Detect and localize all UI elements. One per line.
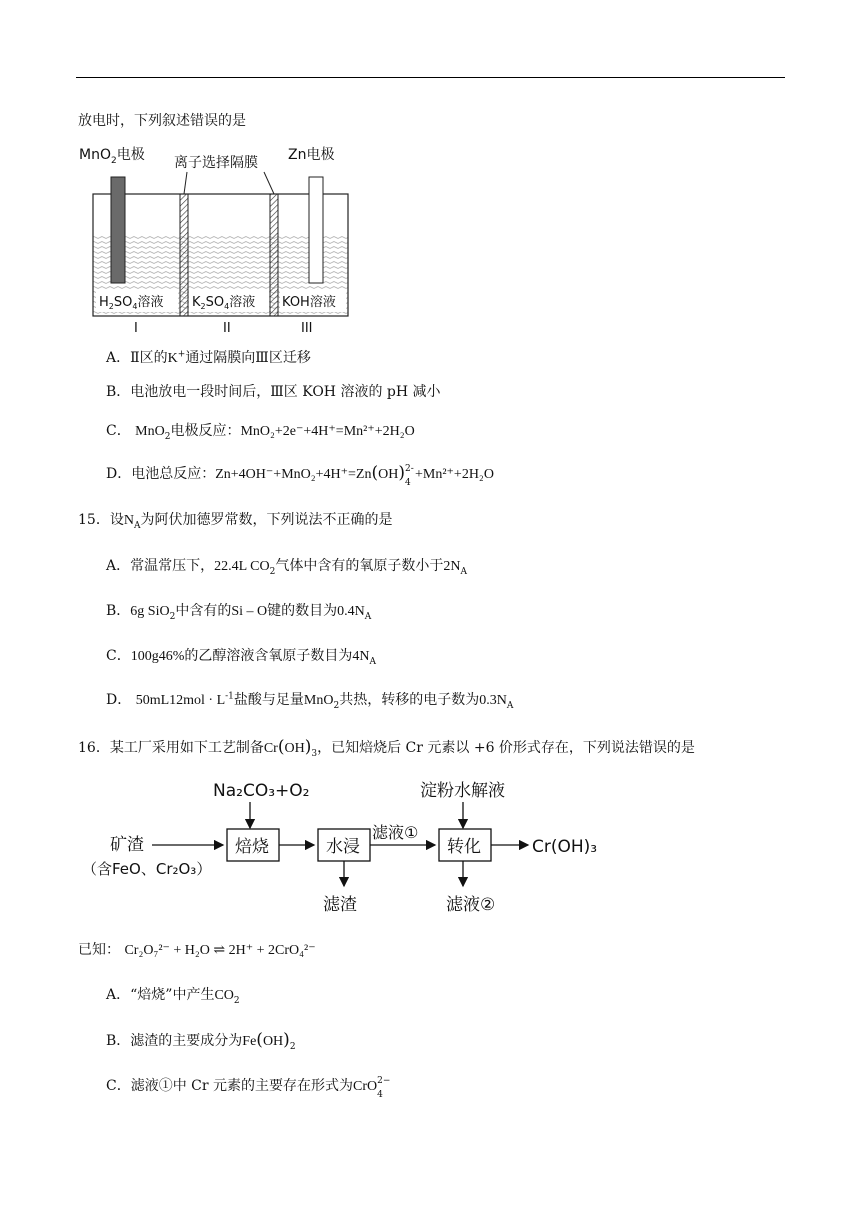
q14-option-b: B．电池放电一段时间后，Ⅲ区 KOH 溶液的 pH 减小 [106, 384, 441, 400]
box-roasting-label: 焙烧 [235, 837, 269, 857]
q15-option-c: C．100g46%的乙醇溶液含氧原子数目为$4N_A$ [106, 648, 377, 667]
header-rule [76, 77, 785, 78]
zone-3-label: III [301, 321, 313, 336]
q14-option-d: D．电池总反应：Zn+4OH⁻+MnO₂+4H⁺=Zn(OH) 2- 4 +Mn²⁺+2H₂O [106, 463, 494, 488]
q15-option-a: A．常温常压下，22.4L $CO_2$气体中含有的氧原子数小于$2N_A$ [106, 558, 467, 577]
membrane-label: 离子选择隔膜 [174, 155, 258, 171]
filtrate-1-label: 滤液① [372, 823, 419, 842]
box-conversion-label: 转化 [447, 837, 481, 857]
mno2-electrode [111, 177, 125, 283]
q14-option-a: A．Ⅱ区的K+通过隔膜向Ⅲ区迁移 [106, 349, 311, 366]
sol3-label: KOH溶液 [282, 295, 336, 310]
process-flow-diagram [80, 768, 620, 920]
q15-option-d: D． $50mL12mol \cdot L^{-1}$盐酸与足量MnO$_2$共热，转移的电子数为$0.3N_A$ [106, 691, 514, 711]
zone-1-label: I [134, 321, 138, 336]
residue-label: 滤渣 [323, 895, 357, 915]
box-water-leach-label: 水浸 [326, 837, 360, 857]
zone-2-label: II [223, 321, 231, 336]
product-label: Cr(OH)₃ [532, 837, 598, 857]
q16-known: 已知： Cr₂O₇²⁻ + H₂O ⇌ 2H⁺ + 2CrO₄²⁻ [78, 942, 316, 958]
zn-electrode-label: Zn电极 [288, 147, 335, 163]
input-ore-residue: 矿渣 [110, 835, 144, 855]
membrane-pointer-left [184, 172, 187, 194]
filtrate-2-label: 滤液② [446, 895, 496, 915]
membrane-right [270, 194, 278, 316]
membrane-left [180, 194, 188, 316]
reagent-starch-hydrolysate: 淀粉水解液 [420, 781, 505, 801]
sol2-label: $K_2SO_4$溶液 [192, 295, 256, 311]
reagent-na2co3: Na₂CO₃+O₂ [213, 781, 310, 801]
q16-option-a: A．“焙烧”中产生$CO_2$ [106, 987, 240, 1006]
sol1-label: $H_2SO_4$溶液 [99, 295, 164, 311]
zn-electrode [309, 177, 323, 283]
q16-option-c: C．滤液①中 Cr 元素的主要存在形式为CrO 2− 4 [106, 1076, 391, 1100]
q15-option-b: B．6g SiO$_2$中含有的Si – O键的数目为$0.4N_A$ [106, 603, 372, 622]
membrane-pointer-right [264, 172, 274, 194]
q14-option-c: C． MnO$_2$电极反应：MnO₂+2e⁻+4H⁺=Mn²⁺+2H₂O [106, 423, 415, 442]
mno2-electrode-label: MnO$_2$电极 [79, 147, 145, 166]
q16-stem: 16．某工厂采用如下工艺制备$Cr(OH)_3$，已知焙烧后 Cr 元素以 +6 价形式存在，下列说法错误的是 [78, 737, 695, 759]
battery-diagram [76, 140, 366, 340]
q15-stem: 15．设$N_A$为阿伏加德罗常数，下列说法不正确的是 [78, 512, 393, 531]
q16-option-b: B．滤渣的主要成分为$Fe(OH)_2$ [106, 1030, 296, 1052]
input-composition: （含FeO、Cr₂O₃） [82, 860, 212, 878]
q14-stem: 放电时，下列叙述错误的是 [78, 113, 246, 129]
